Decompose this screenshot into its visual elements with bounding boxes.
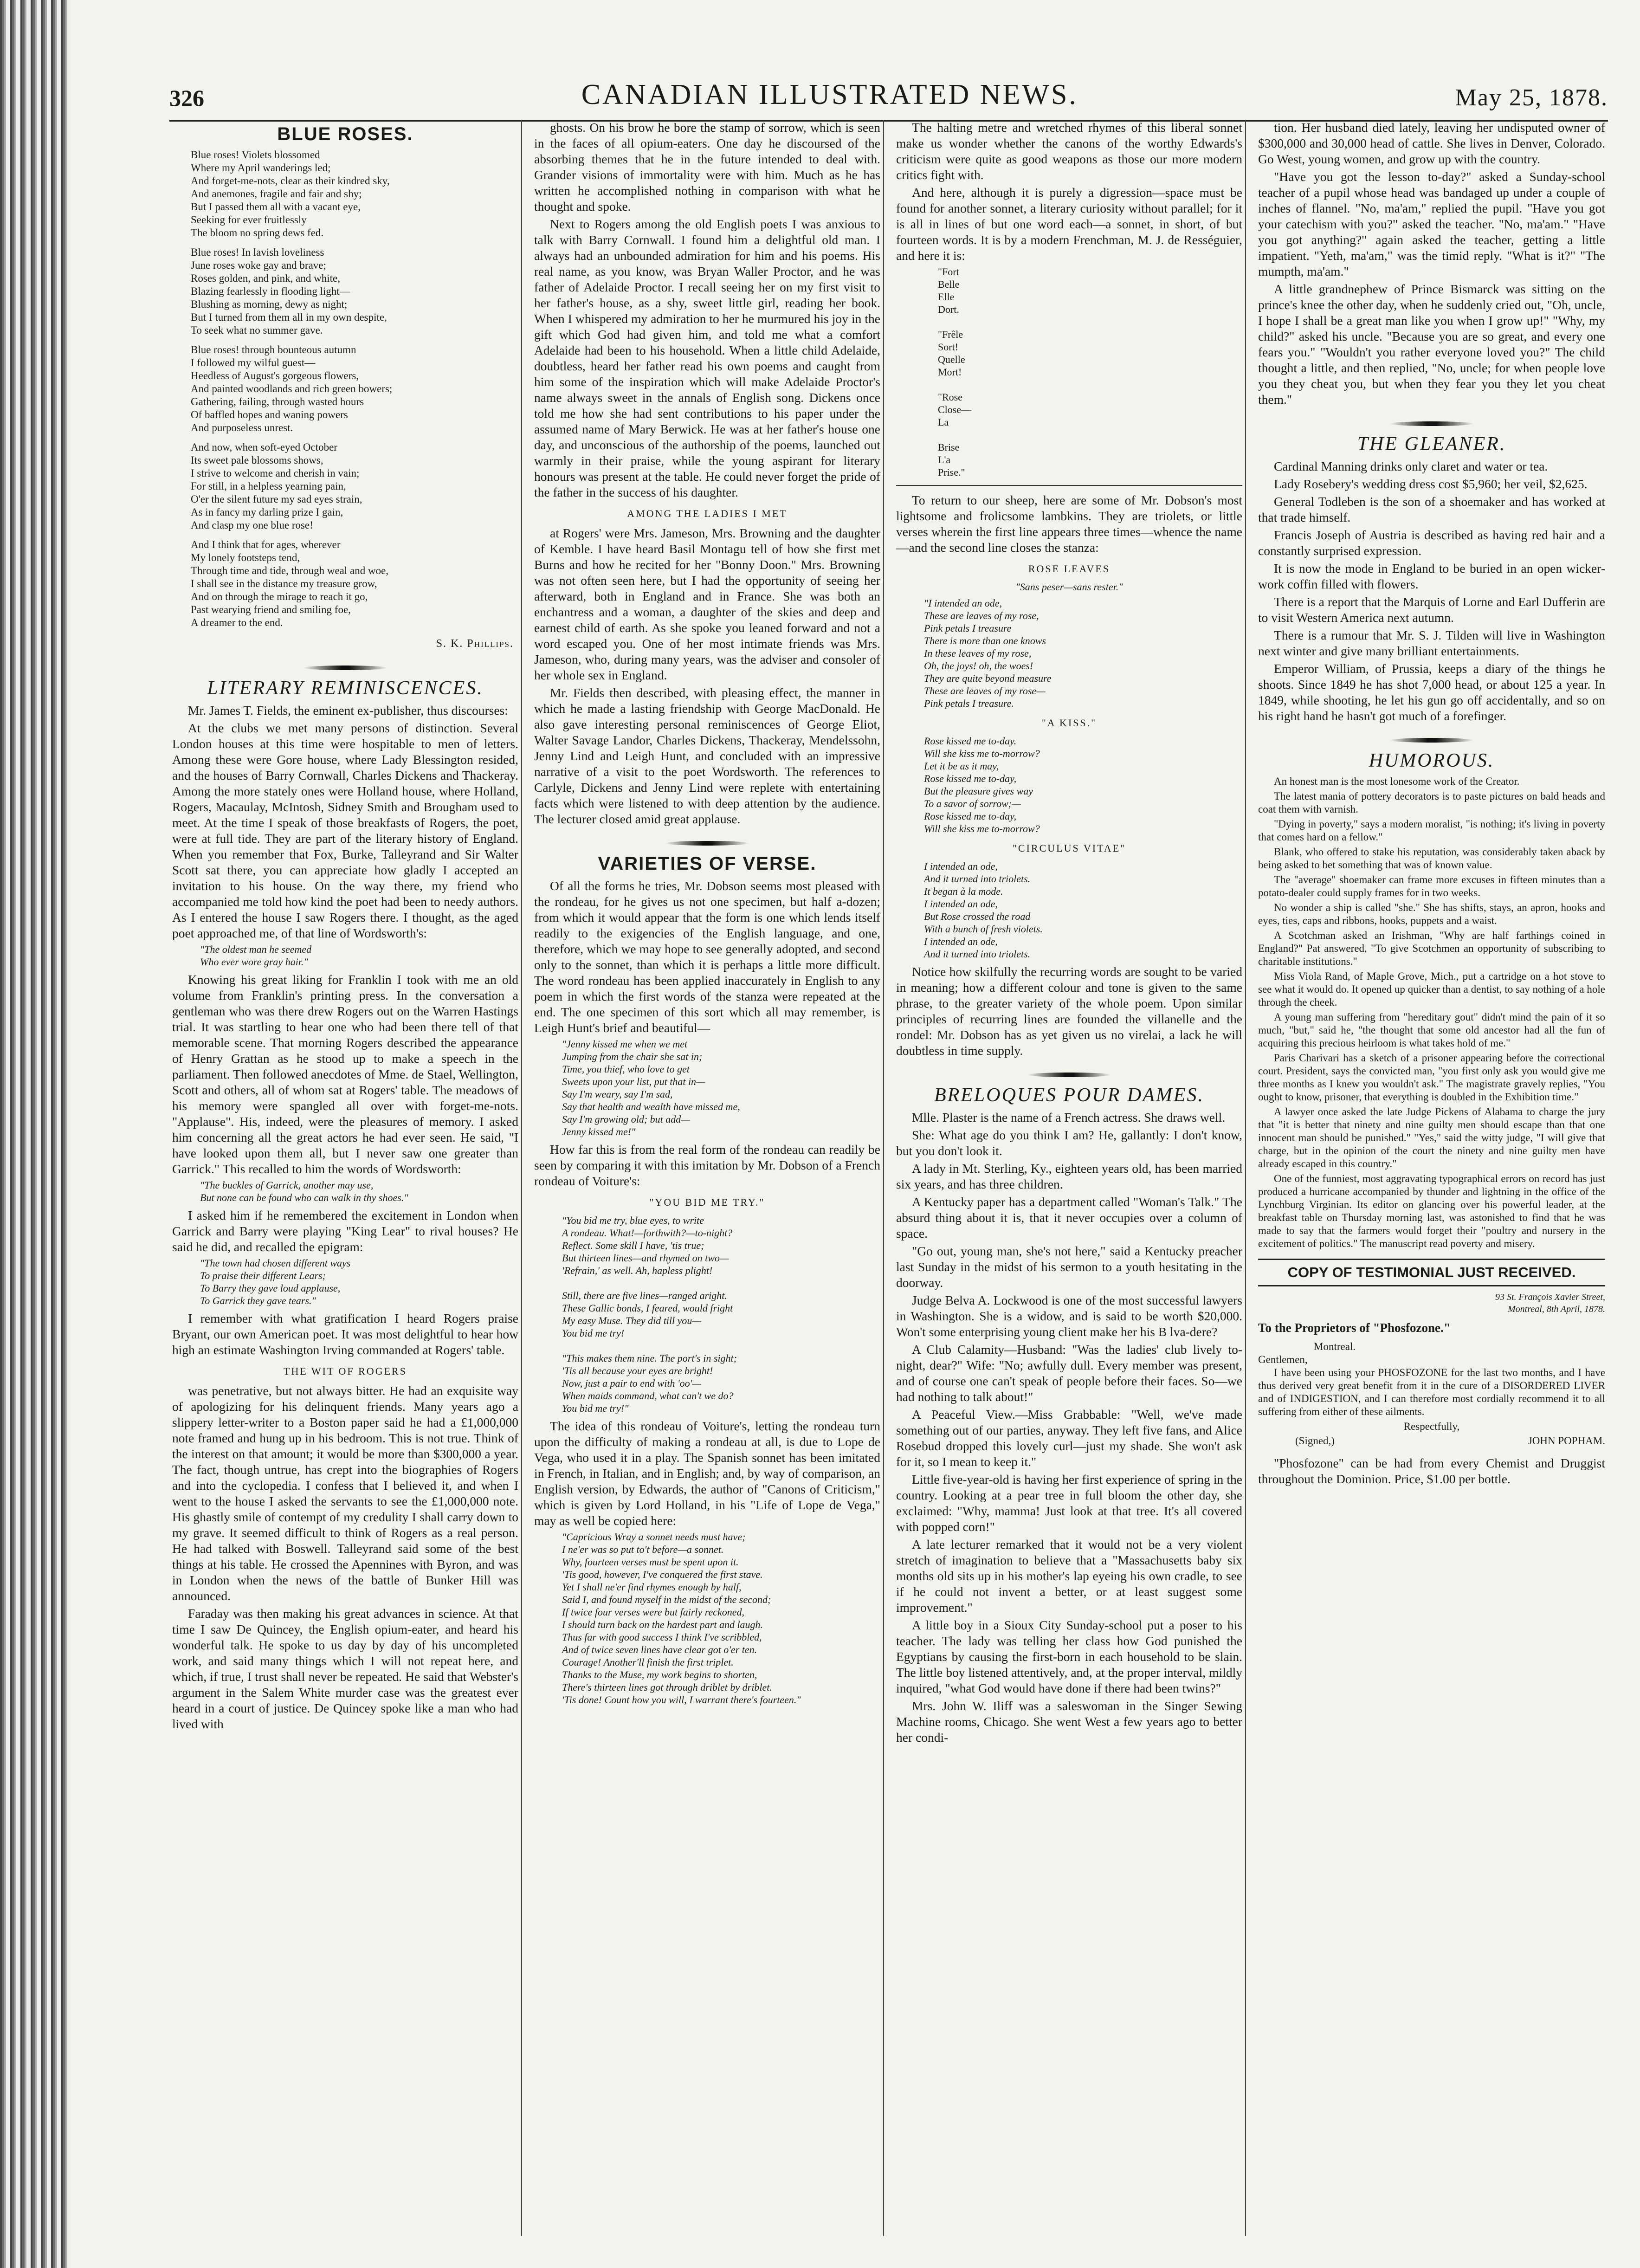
list-item: She: What age do you think I am? He, gallantly: I don't know, but you don't look it. xyxy=(896,1128,1242,1158)
quote: "The oldest man he seemed Who ever wore gray hair." xyxy=(200,943,312,968)
verse-line: My lonely footsteps tend, xyxy=(191,552,300,563)
verse-line: Time, you thief, who love to get xyxy=(562,1063,690,1075)
paragraph: "Have you got the lesson to-day?" asked a Sunday-school teacher of a pupil whose head was bandaged up under a couple of inches of flannel. "No, ma'am," replied the pupil. "Have you got your catechism with you?" asked the teacher. "No, ma'am." "Have you got anything?" again asked the teacher, getting a little impatient. "Yeth, ma'am," was the timid reply. "What is it?" "The mumpth, ma'am." xyxy=(1258,169,1605,278)
advert-footer: "Phosfozone" can be had from every Chemist and Druggist throughout the Dominion. Price, $1.00 per bottle. xyxy=(1258,1456,1605,1486)
masthead xyxy=(169,65,1608,122)
verse-line: 'Refrain,' as well. Ah, hapless plight! xyxy=(562,1265,713,1276)
list-item: A lawyer once asked the late Judge Pickens of Alabama to charge the jury that "it is better that ninety and nine guilty men should escape than that one innocent man should be punished." "Yes," said the witty judge, "I will give that charge, but in the opinion of the court the ninety and nine guilty men have already escaped in this country." xyxy=(1258,1106,1605,1170)
divider xyxy=(172,658,518,674)
sonnet-poem xyxy=(562,1531,880,1706)
verse-line: Its sweet pale blossoms shows, xyxy=(191,454,323,466)
verse-line: 'Tis all because your eyes are bright! xyxy=(562,1365,713,1376)
verse-line: But I turned from them all in my own despite, xyxy=(191,311,387,323)
verse-line: And anemones, fragile and fair and shy; xyxy=(191,188,362,200)
list-item: The latest mania of pottery decorators is to paste pictures on bald heads and coat them with varnish. xyxy=(1258,790,1605,815)
list-item: "Go out, young man, she's not here," said a Kentucky preacher last Sunday in the midst of his sermon to a youth hesitating in the doorway. xyxy=(896,1244,1242,1290)
verse-line: Blue roses! through bounteous autumn xyxy=(191,344,356,355)
verse-line: These Gallic bonds, I feared, would fright xyxy=(562,1302,733,1314)
verse-line: Say that health and wealth have missed me, xyxy=(562,1101,740,1112)
motto: "Sans peser—sans rester." xyxy=(1015,581,1123,593)
page-number: 326 xyxy=(169,85,204,111)
verse-line: You bid me try!" xyxy=(562,1402,629,1414)
verse-line: Now, just a pair to end with 'oo'— xyxy=(562,1377,701,1389)
triolet-rose-leaves xyxy=(924,597,1242,710)
jenny-poem xyxy=(562,1038,880,1138)
verse-line: Thanks to the Muse, my work begins to shorten, xyxy=(562,1669,757,1680)
verse-line: Sort! xyxy=(938,341,958,353)
verse-line: They are quite beyond measure xyxy=(924,672,1052,684)
verse-line: Blue roses! Violets blossomed xyxy=(191,149,320,161)
verse-line: And now, when soft-eyed October xyxy=(191,441,337,453)
verse-line xyxy=(562,1277,880,1289)
verse-line: Let it be as it may, xyxy=(924,760,999,772)
list-item: A Scotchman asked an Irishman, "Why are half farthings coined in England?" Pat answered, "To give Scotchmen an opportunity of subscribing to charitable institutions." xyxy=(1258,930,1605,967)
verse-line: Dort. xyxy=(938,304,959,315)
column-4 xyxy=(1255,120,1608,2236)
verse-line: "You bid me try, blue eyes, to write xyxy=(562,1215,704,1226)
verse-line: I strive to welcome and cherish in vain; xyxy=(191,467,360,479)
verse-line: Pink petals I treasure. xyxy=(924,698,1014,709)
list-item: Miss Viola Rand, of Maple Grove, Mich., put a cartridge on a hot stove to see what it would do. It opened up quicker than a dentist, to say nothing of a hole through the cheek. xyxy=(1258,970,1605,1008)
verse-line: O'er the silent future my sad eyes strain, xyxy=(191,493,362,505)
verse-line: Heedless of August's gorgeous flowers, xyxy=(191,370,359,381)
verse-line: There's thirteen lines got through driblet by driblet. xyxy=(562,1681,772,1693)
verse-line xyxy=(938,316,1242,328)
stanza xyxy=(191,538,518,629)
verse-line: I intended an ode, xyxy=(924,898,998,910)
advert-date: Montreal, 8th April, 1878. xyxy=(1508,1304,1605,1314)
paragraph: at Rogers' were Mrs. Jameson, Mrs. Browning and the daughter of Kemble. I have heard Basil Montagu tell of how she first met Burns and how he recited for her "Bonny Doon." Mrs. Browning was not often seen here, but I had the opportunity of seeing her afterward, both in England and in France. She was both an enchantress and a woman, a daughter of the skies and deep and earnest child of earth. As she spoke you leaned forward and not a word escaped you. One of her most intimate friends was Mrs. Jameson, who, during many years, was the adviser and consoler of her whole sex in England. xyxy=(534,526,880,682)
verse-line: Blue roses! In lavish loveliness xyxy=(191,246,324,258)
verse-line: But thirteen lines—and rhymed on two— xyxy=(562,1252,729,1264)
literary-title: LITERARY REMINISCENCES. xyxy=(207,678,484,699)
verse-line: To seek what no summer gave. xyxy=(191,324,323,336)
list-item: A lady in Mt. Sterling, Ky., eighteen years old, has been married six years, and has three children. xyxy=(896,1161,1242,1191)
verse-line: "I intended an ode, xyxy=(924,597,1002,609)
verse-line: "Jenny kissed me when we met xyxy=(562,1038,688,1050)
list-item: "Dying in poverty," says a modern moralist, "is nothing; it's living in poverty that comes hard on a fellow." xyxy=(1258,818,1605,843)
paragraph: A little grandnephew of Prince Bismarck was sitting on the prince's knee the other day, when he suddenly cried out, "Oh, uncle, I hope I shall be a great man like you when I grow up!" "Why, my child?" asked his uncle. "Because you are so great, and every one fears you." "Wouldn't you rather everyone loved you?" The child thought a little, and then replied, "No, uncle; for when people love you they cheat you, but when they fear you they let you cheat them." xyxy=(1258,282,1605,407)
column-1 xyxy=(169,120,522,2236)
verse-line: "Rose xyxy=(938,391,962,403)
verse-line: Rose kissed me to-day. xyxy=(924,735,1017,747)
verse-line: And it turned into triolets. xyxy=(924,873,1031,885)
issue-date: May 25, 1878. xyxy=(1455,84,1608,111)
paper-title: CANADIAN ILLUSTRATED NEWS. xyxy=(581,79,1078,110)
verse-line: But the pleasure gives way xyxy=(924,785,1033,797)
advert-title: COPY OF TESTIMONIAL JUST RECEIVED. xyxy=(1258,1259,1605,1286)
divider xyxy=(1258,730,1605,746)
verse-line: But Rose crossed the road xyxy=(924,911,1031,922)
verse-line: 'Tis good, however, I've conquered the first stave. xyxy=(562,1569,763,1580)
list-item: There is a report that the Marquis of Lorne and Earl Dufferin are to visit Western America next autumn. xyxy=(1258,594,1605,625)
verse-line: To a savor of sorrow;— xyxy=(924,798,1021,809)
verse-line: When maids command, what can't we do? xyxy=(562,1390,734,1402)
verse-line: Elle xyxy=(938,291,955,303)
verse-line: Blazing fearlessly in flooding light— xyxy=(191,285,350,297)
paragraph: Mr. James T. Fields, the eminent ex-publisher, thus discourses: xyxy=(188,703,508,717)
verse-line: I intended an ode, xyxy=(924,936,998,947)
verse-line: There is more than one knows xyxy=(924,635,1046,646)
verse-line: 'Tis done! Count how you will, I warrant there's fourteen." xyxy=(562,1694,801,1706)
one-word-sonnet xyxy=(938,265,1242,478)
humorous-list xyxy=(1258,775,1605,1250)
list-item: General Todleben is the son of a shoemaker and has worked at that trade himself. xyxy=(1258,494,1605,524)
verse-line: Quelle xyxy=(938,354,965,365)
paragraph: Faraday was then making his great advances in science. At that time I saw De Quincey, the English opium-eater, and heard his wonderful talk. He spoke to us day by day of his uncompleted work, and said many things which I will not repeat here, and which, if true, I trust shall never be repeated. He said that Webster's argument in the Salem White murder case was the greatest ever heard in a court of justice. De Quincey spoke like a man who had lived with xyxy=(172,1606,518,1731)
list-item: Lady Rosebery's wedding dress cost $5,960; her veil, $2,625. xyxy=(1274,477,1588,491)
verse-line xyxy=(938,378,1242,391)
stanza xyxy=(191,441,518,532)
blue-roses-poem xyxy=(191,149,518,629)
paragraph: Notice how skilfully the recurring words are sought to be varied in meaning; how a different colour and tone is given to the same phrase, to the greater variety of the whole poem. Upon similar principles of recurring lines are founded the villanelle and the rondel: Mr. Dobson has as yet given us no virelai, a lack he will doubtless in time supply. xyxy=(896,964,1242,1058)
paragraph: At the clubs we met many persons of distinction. Several London houses at this time were hospitable to men of letters. Among these were Gore house, where Lady Blessington resided, and the houses of Barry Cornwall, Charles Dickens and Thackeray. Among the more stately ones were Holland house, where Holland, Rogers, Macaulay, McIntosh, Sidney Smith and Brougham used to meet. At the time I speak of those breakfasts of Rogers, the poet, were at full tide. They are part of the literary history of England. When you remember that Fox, Burke, Talleyrand and Sir Walter Scott sat there, you can appreciate how gladly I accepted an invitation to his house. On the way there, my friend who accompanied me told how kind the poet had been to needy authors. As I entered the house I saw Rogers there. I thought, as the aged poet approached me, of that line of Wordsworth's: xyxy=(172,721,518,940)
verse-line: Said I, and found myself in the midst of the second; xyxy=(562,1594,771,1605)
verse-line: June roses woke gay and brave; xyxy=(191,259,326,271)
paragraph: Mr. Fields then described, with pleasing effect, the manner in which he made a lasting friendship with George MacDonald. He also gave interesting personal reminiscences of George Eliot, Walter Savage Landor, Charles Dickens, Thackeray, Mendelssohn, Jenny Lind and Leigh Hunt, and concluded with an impressive narrative of a visit to the poet Wordsworth. The references to Carlyle, Dickens and Jenny Lind were replete with entertaining facts which were listened to with deep attention by the audience. The lecturer closed amid great applause. xyxy=(534,685,880,826)
paragraph: tion. Her husband died lately, leaving her undisputed owner of $300,000 and 30,000 head of cattle. She lives in Denver, Colorado. Go West, young women, and grow up with the country. xyxy=(1258,120,1605,166)
column-3 xyxy=(893,120,1246,2236)
verse-line: And of twice seven lines have clear got o'er ten. xyxy=(562,1644,757,1655)
advert-city: Montreal. xyxy=(1314,1341,1356,1352)
list-item: A Peaceful View.—Miss Grabbable: "Well, we've made something out of our parties, anyway. They left five fans, and Alice Rosebud dropped this lovely curl—just my shade. She won't ask for it, so I mean to keep it." xyxy=(896,1407,1242,1469)
paragraph: To return to our sheep, here are some of Mr. Dobson's most lightsome and frolicsome lambkins. They are triolets, or little verses wherein the first line appears three times—whence the name—and the second line closes the stanza: xyxy=(896,493,1242,555)
verse-line: "This makes them nine. The port's in sight; xyxy=(562,1352,737,1364)
subheading: ROSE LEAVES xyxy=(1028,563,1111,575)
subheading: THE WIT OF ROGERS xyxy=(284,1365,407,1377)
verse-line: These are leaves of my rose, xyxy=(924,610,1039,621)
paragraph: Of all the forms he tries, Mr. Dobson seems most pleased with the rondeau, for he gives us not one specimen, but half a-dozen; from which it would appear that the form is one which lends itself readily to the exigencies of the English language, and one, therefore, which we may hope to see generally adopted, and second only to the sonnet, than which it is perhaps a little more difficult. The word rondeau has been applied inaccurately in English to any poem in which the first words of the stanza were repeated at the end. The one specimen of this sort which all may remember, is Leigh Hunt's brief and beautiful— xyxy=(534,879,880,1035)
verse-line: "Capricious Wray a sonnet needs must have; xyxy=(562,1531,746,1543)
verse-line: Mort! xyxy=(938,366,962,378)
advert-close: Respectfully, xyxy=(1403,1421,1460,1432)
verse-line: Why, fourteen verses must be spent upon it. xyxy=(562,1556,739,1568)
newspaper-page xyxy=(169,65,1608,2246)
verse-line: If twice four verses were but fairly reckoned, xyxy=(562,1606,745,1618)
verse-line: It began à la mode. xyxy=(924,885,1003,897)
paragraph: I remember with what gratification I heard Rogers praise Bryant, our own American poet. It was most delightful to hear how high an estimate Washington Irving commanded at Rogers' table. xyxy=(172,1311,518,1357)
verse-line: And clasp my one blue rose! xyxy=(191,519,313,531)
verse-line: And painted woodlands and rich green bowers; xyxy=(191,383,393,394)
column-2 xyxy=(531,120,884,2236)
verse-line: Gathering, failing, through wasted hours xyxy=(191,396,364,407)
verse-line: I intended an ode, xyxy=(924,860,998,872)
verse-line: Brise xyxy=(938,441,960,453)
verse-line: These are leaves of my rose— xyxy=(924,685,1046,697)
list-item: A late lecturer remarked that it would not be a very violent stretch of imagination to believe that a "Massachusetts baby six months old sits up in his mother's lap eyeing his own cradle, to see if he could not invent a better, or at least suggest some improvement." xyxy=(896,1537,1242,1615)
list-item: An honest man is the most lonesome work of the Creator. xyxy=(1274,775,1520,787)
list-item: Emperor William, of Prussia, keeps a diary of the things he shoots. Since 1849 he has shot 7,000 head, or about 125 a year. In 1849, while shooting, he let his gun go off accidentally, and so on his right hand he hasn't got much of a forefinger. xyxy=(1258,661,1605,723)
verse-line: Rose kissed me to-day, xyxy=(924,810,1017,822)
advert-recipient: To the Proprietors of "Phosfozone." xyxy=(1258,1321,1451,1335)
subheading: "CIRCULUS VITAE" xyxy=(1012,842,1126,854)
gleaner-title: THE GLEANER. xyxy=(1357,433,1506,455)
triolet-a-kiss xyxy=(924,735,1242,835)
gleaner-list xyxy=(1258,459,1605,724)
verse-line: Prise." xyxy=(938,466,965,478)
list-item: A Kentucky paper has a department called "Woman's Talk." The absurd thing about it is, that it never occupies over a column of space. xyxy=(896,1195,1242,1241)
list-item: Judge Belva A. Lockwood is one of the most successful lawyers in Washington. She is a widow, and is said to be worth $20,000. Won't some enterprising young client make her his B lva-dere? xyxy=(896,1293,1242,1339)
quote: "The buckles of Garrick, another may use, But none can be found who can walk in thy shoes." xyxy=(200,1179,408,1203)
verse-line: And I think that for ages, wherever xyxy=(191,539,341,550)
quote: "The town had chosen different ways To praise their different Lears; To Barry they gave loud applause, To Garrick they gave tears." xyxy=(200,1257,351,1306)
list-item: There is a rumour that Mr. S. J. Tilden will live in Washington next winter and give many brilliant entertainments. xyxy=(1258,628,1605,658)
verse-line: Jenny kissed me!" xyxy=(562,1126,636,1137)
verse-line: For still, in a helpless yearning pain, xyxy=(191,480,346,492)
list-item: Mlle. Plaster is the name of a French actress. She draws well. xyxy=(912,1110,1226,1124)
blue-roses-title: BLUE ROSES. xyxy=(277,124,413,144)
verse-line: La xyxy=(938,416,949,428)
verse-line xyxy=(562,1339,880,1352)
advert-body: I have been using your PHOSFOZONE for the last two months, and I have thus derived very great benefit from it in the cure of a DISORDERED LIVER and of INDIGESTION, and I can therefore most cordially recommend it to all suffering from either of these ailments. xyxy=(1258,1367,1605,1417)
verse-line: "Fort xyxy=(938,266,959,278)
verse-line: Roses golden, and pink, and white, xyxy=(191,272,340,284)
paragraph: ghosts. On his brow he bore the stamp of sorrow, which is seen in the faces of all opium-eaters. One day he discoursed of the absorbing themes that he in the future intended to deal with. Grander visions of immortality were with him. Much as he has written he accomplished nothing in comparison with what he thought and spoke. xyxy=(534,120,880,213)
verse-line: And it turned into triolets. xyxy=(924,948,1031,960)
verse-line: The bloom no spring dews fed. xyxy=(191,227,324,239)
list-item: Francis Joseph of Austria is described as having red hair and a constantly surprised expression. xyxy=(1258,528,1605,558)
verse-line: Still, there are five lines—ranged aright. xyxy=(562,1290,727,1301)
advert-signature: (Signed,) JOHN POPHAM. xyxy=(1295,1435,1605,1447)
divider xyxy=(896,485,1242,486)
verse-line: Pink petals I treasure xyxy=(924,622,1012,634)
rondeau-poem xyxy=(562,1214,880,1415)
verse-line: I ne'er was so put to't before—a sonnet. xyxy=(562,1544,724,1555)
list-item: A young man suffering from "hereditary gout" didn't mind the pain of it so much, "but," said he, "the thought that some old ancestor had all the fun of acquiring this precious heirloom is what takes hold of me." xyxy=(1258,1011,1605,1049)
verse-line: As in fancy my darling prize I gain, xyxy=(191,506,343,518)
subheading: "A KISS." xyxy=(1041,717,1097,729)
columns xyxy=(169,120,1608,2236)
paragraph: The halting metre and wretched rhymes of this liberal sonnet make us wonder whether the canons of the worthy Edwards's criticism were quite as good weapons as those our more modern critics fight with. xyxy=(896,120,1242,182)
verse-line: Close— xyxy=(938,404,972,415)
stanza xyxy=(191,149,518,239)
verse-line: Yet I shall ne'er find rhymes enough by half, xyxy=(562,1581,742,1593)
list-item: The "average" shoemaker can frame more excuses in fifteen minutes than a potato-dealer could supply frames for in two weeks. xyxy=(1258,874,1605,898)
paragraph: Knowing his great liking for Franklin I took with me an old volume from Franklin's printing press. In the conversation a gentleman who was there drew Rogers out on the Warren Hastings trial. It was startling to hear one who had been there tell of that memorable scene. That morning Rogers described the appearance of Henry Grattan as he stood up to make a speech in the parliament. Then followed anecdotes of Mme. de Stael, Wellington, Scott and others, all of whom sat at Rogers' table. The meadows of his memory were spangled all over with forget-me-nots. "Applause". His, indeed, were the pleasures of memory. I asked him concerning all the great actors he had ever seen. He said, "I have looked upon them all, but I never saw one greater than Garrick." This recalled to him the words of Wordsworth: xyxy=(172,972,518,1176)
list-item: Paris Charivari has a sketch of a prisoner appearing before the correctional court. President, says the convicted man, "you first only ask you would give me three months as I knew you wouldn't ask." The magistrate gravely replies, "You ought to know, prisoner, that everything is doubled in the Exhibition time." xyxy=(1258,1052,1605,1103)
paragraph: was penetrative, but not always bitter. He had an exquisite way of apologizing for his delinquent friends. Many years ago a slippery letter-writer to a Boston paper said he had a £1,000,000 note framed and hung up in his bedroom. This is not true. Think of the interest on that amount; it would be more than $300,000 a year. The fact, though untrue, has crept into the biographies of Rogers and into the cyclopedia. I confess that I believed it, and when I went to the house I asked the servants to see the £1,000,000 note. His ghastly smile of contempt of my credulity I shall carry down to my grave. It seemed difficult to think of Rogers as a real person. He had talked with Boswell. Talleyrand said some of the best things at his table. He crossed the Apennines with Byron, and was in London when the news of the battle of Bunker Hill was announced. xyxy=(172,1383,518,1603)
stanza xyxy=(191,343,518,434)
verse-line: Oh, the joys! oh, the woes! xyxy=(924,660,1033,672)
verse-line: In these leaves of my rose, xyxy=(924,647,1032,659)
list-item: It is now the mode in England to be buried in an open wicker-work coffin filled with flowers. xyxy=(1258,561,1605,591)
verse-line: I followed my wilful guest— xyxy=(191,357,316,368)
triolet-circulus xyxy=(924,860,1242,960)
varieties-title: VARIETIES OF VERSE. xyxy=(598,853,817,874)
divider xyxy=(896,1065,1242,1081)
verse-line: And purposeless unrest. xyxy=(191,422,293,433)
list-item: Mrs. John W. Iliff was a saleswoman in the Singer Sewing Machine rooms, Chicago. She went West a few years ago to better her condi- xyxy=(896,1699,1242,1745)
list-item: Cardinal Manning drinks only claret and water or tea. xyxy=(1274,459,1548,473)
advert-address: 93 St. François Xavier Street, xyxy=(1495,1292,1605,1302)
verse-line xyxy=(938,428,1242,441)
verse-line: Blushing as morning, dewy as night; xyxy=(191,298,348,310)
verse-line: But I passed them all with a vacant eye, xyxy=(191,201,361,213)
verse-line: Belle xyxy=(938,278,960,290)
verse-line: Say I'm weary, say I'm sad, xyxy=(562,1088,673,1100)
poem-author: S. K. Phillips. xyxy=(436,638,514,650)
verse-line: Will she kiss me to-morrow? xyxy=(924,748,1040,759)
verse-line: Sweets upon your list, put that in— xyxy=(562,1076,705,1087)
verse-line: Say I'm growing old; but add— xyxy=(562,1113,690,1125)
page-binding-edge xyxy=(0,0,70,2268)
verse-line: Will she kiss me to-morrow? xyxy=(924,823,1040,834)
subheading: AMONG THE LADIES I MET xyxy=(627,508,788,519)
paragraph: How far this is from the real form of the rondeau can readily be seen by comparing it with this imitation by Mr. Dobson of a French rondeau of Voiture's: xyxy=(534,1142,880,1188)
list-item: One of the funniest, most aggravating typographical errors on record has just produced a hurricane accompanied by thunder and lightning in the office of the Lynchburg Virginian. Its editor on glancing over his powerful leader, at the breakfast table on Thursday morning last, was astonished to find that he was made to say that the farmers would forget their "poultry and nursery in the excitement of politics." The manuscript read poverty and misery. xyxy=(1258,1173,1605,1249)
humorous-title: HUMOROUS. xyxy=(1369,750,1495,771)
verse-line: I should turn back on the hardest part and laugh. xyxy=(562,1619,763,1630)
paragraph: The idea of this rondeau of Voiture's, letting the rondeau turn upon the difficulty of making a rondeau at all, is due to Lope de Vega, who used it in a play. The Spanish sonnet has been imitated in French, in Italian, and in English; and, by way of comparison, an English version, by Edwards, the author of "Canons of Criticism," which is given by Lord Holland, in his "Life of Lope de Vega," may as well be copied here: xyxy=(534,1419,880,1528)
verse-line: Jumping from the chair she sat in; xyxy=(562,1051,703,1062)
advert-salutation: Gentlemen, xyxy=(1258,1354,1308,1365)
verse-line: Where my April wanderings led; xyxy=(191,162,331,174)
breloques-list xyxy=(896,1110,1242,1745)
verse-line: Seeking for ever fruitlessly xyxy=(191,214,307,226)
stanza xyxy=(191,246,518,337)
verse-line: L'a xyxy=(938,454,951,465)
verse-line: I shall see in the distance my treasure grow, xyxy=(191,578,377,589)
list-item: Little five-year-old is having her first experience of spring in the country. Looking at a pear tree in full bloom the other day, she exclaimed: "Why, mamma! Just look at that tree. It's all covered with popped corn!" xyxy=(896,1472,1242,1534)
verse-line: A dreamer to the end. xyxy=(191,617,283,628)
list-item: A little boy in a Sioux City Sunday-school put a poser to his teacher. The lady was telling her class how God punished the Egyptians by causing the first-born in each household to be slain. The little boy listened attentively, and, at the proper interval, mildly inquired, "what God would have done if there had been twins?" xyxy=(896,1618,1242,1695)
verse-line: Past wearying friend and smiling foe, xyxy=(191,604,351,615)
list-item: A Club Calamity—Husband: "Was the ladies' club lively to-night, dear?" Wife: "No; awfully dull. Every member was present, and of course one can't speak of people before their faces. So—we had nothing to talk about!" xyxy=(896,1342,1242,1404)
verse-line: A rondeau. What!—forthwith?—to-night? xyxy=(562,1227,733,1239)
verse-line: And forget-me-nots, clear as their kindred sky, xyxy=(191,175,390,187)
verse-line: Of baffled hopes and waning powers xyxy=(191,409,348,420)
verse-line: You bid me try! xyxy=(562,1327,625,1339)
verse-line: With a bunch of fresh violets. xyxy=(924,923,1043,935)
verse-line: Reflect. Some skill I have, 'tis true; xyxy=(562,1240,704,1251)
list-item: Blank, who offered to stake his reputation, was considerably taken aback by being asked to bet something that was of known value. xyxy=(1258,846,1605,871)
paragraph: I asked him if he remembered the excitement in London when Garrick and Barry were playing "King Lear" to rival houses? He said he did, and recalled the epigram: xyxy=(172,1208,518,1254)
subheading: "YOU BID ME TRY." xyxy=(649,1196,765,1208)
verse-line: Through time and tide, through weal and woe, xyxy=(191,565,389,576)
breloques-title: BRELOQUES POUR DAMES. xyxy=(934,1085,1205,1106)
verse-line: "Frêle xyxy=(938,329,963,340)
verse-line: My easy Muse. They did till you— xyxy=(562,1315,701,1326)
verse-line: Courage! Another'll finish the first triplet. xyxy=(562,1656,734,1668)
verse-line: And on through the mirage to reach it go, xyxy=(191,591,368,602)
divider xyxy=(534,834,880,849)
list-item: No wonder a ship is called "she." She has shifts, stays, an apron, hooks and eyes, ties, caps and ribbons, hooks, puppets and a waist. xyxy=(1258,902,1605,926)
verse-line: Thus far with good success I think I've scribbled, xyxy=(562,1631,762,1643)
divider xyxy=(1258,414,1605,430)
verse-line: Rose kissed me to-day, xyxy=(924,773,1017,784)
paragraph: Next to Rogers among the old English poets I was anxious to talk with Barry Cornwall. I found him a delightful old man. I always had an unbounded admiration for him and his poems. His real name, as you know, was Bryan Waller Proctor, and he was father of Adelaide Proctor. I recall seeing her on my first visit to her father's house, as a shy, sweet little girl, reading her book. When I whispered my admiration to her he murmured his joy in the gift which God had given him, and told me what a comfort Adelaide had been to his household. When a little child Adelaide, doubtless, heard her father read his own poems and caught from him some of the inspiration which will make Adelaide Proctor's name always sweet in the annals of English song. Dickens once told me how she had sent contributions to his paper under the assumed name of Mary Berwick. He was at her father's house one day, and unconscious of the authorship of the poems, launched out warmly in their praise, while the young aspirant for literary honours was present at the table. He could never forget the pride of the father in the success of his daughter. xyxy=(534,217,880,499)
paragraph: And here, although it is purely a digression—space must be found for another sonnet, a literary curiosity without parallel; for it is all in lines of but one word each—a sonnet, in short, of but fourteen words. It is by a modern Frenchman, M. J. de Rességuier, and here it is: xyxy=(896,185,1242,263)
